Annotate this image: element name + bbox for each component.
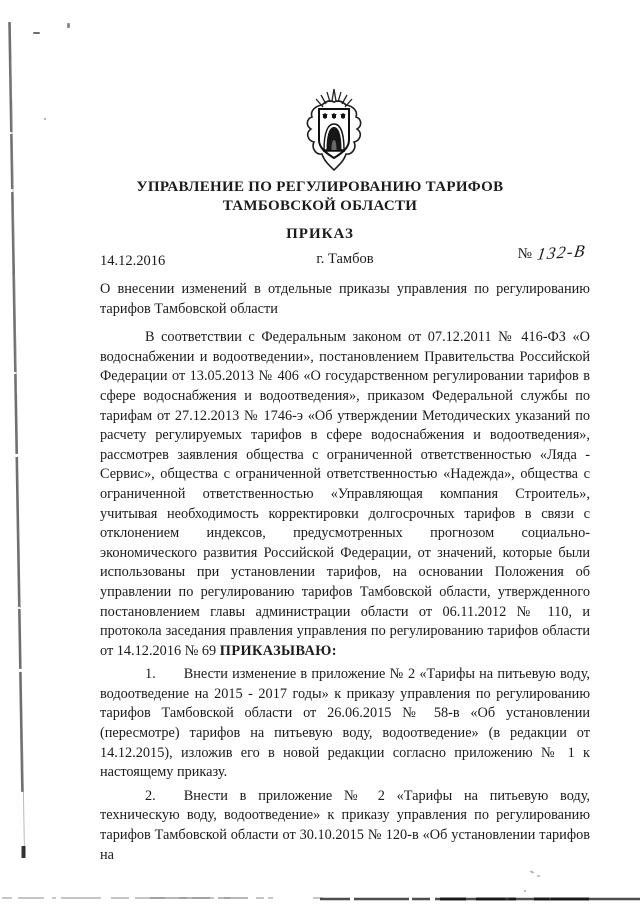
emblem-beehive-icon xyxy=(323,124,345,151)
scan-speck xyxy=(524,890,526,892)
emblem-bees-icon xyxy=(323,114,346,119)
scan-speck xyxy=(33,32,40,34)
org-name-line1: УПРАВЛЕНИЕ ПО РЕГУЛИРОВАНИЮ ТАРИФОВ xyxy=(136,179,504,195)
item-2-text: Внести в приложение № 2 «Тарифы на питьевую воду, техническую воду, водоотведение» к приказу управления по регулированию тарифов Тамбовской области от 30.10.2015 № 120-в «Об установлении тарифов на xyxy=(100,787,590,863)
document-type-title: ПРИКАЗ xyxy=(286,226,354,242)
handwritten-number: 132-В xyxy=(535,241,588,264)
tambov-coat-of-arms-icon xyxy=(302,88,366,174)
number-sign: № xyxy=(517,246,532,262)
preamble-paragraph xyxy=(100,328,590,661)
item-1-text: Внести изменение в приложение № 2 «Тарифы на питьевую воду, водоотведение на 2015 - 2017 годы» к приказу управления по регулированию тарифов Тамбовской области от 26.06.2015 № 58-в «Об установлении (пересмотре) тарифов на питьевую воду, водоотведение» (в редакции от 14.12.2015), изложив его в новой редакции согласно приложению № 1 к настоящему приказу. xyxy=(100,666,590,781)
item-1-number: 1. xyxy=(145,666,156,683)
scan-speck xyxy=(530,870,534,874)
org-name-line2: ТАМБОВСКОЙ ОБЛАСТИ xyxy=(222,197,418,214)
preamble-text: В соответствии с Федеральным законом от 07.12.2011 № 416-ФЗ «О водоснабжении и водоотведении», постановлением Правительства Российской Федерации от 13.05.2013 № 406 «О государственном регулировании тарифов в сфере водоснабжения и водоотведения», приказом Федеральной службы по тарифам от 27.12.2013 № 1746-э «Об утверждении Методических указаний по расчету регулируемых тарифов в сфере водоснабжения и водоотведения», рассмотрев заявления общества с ограниченной ответственностью «Ляда - Сервис», общества с ограниченной ответственностью «Надежда», общества с ограниченной ответственностью «Управляющая компания Строитель», учитывая необходимость корректировки долгосрочных тарифов в связи с отклонением индексов, предусмотренных прогнозом социально-экономического развития Российской Федерации, от значений, которые были использованы при установлении тарифов, на основании Положения об управлении по регулированию тарифов Тамбовской области, утвержденного постановлением главы администрации области от 06.11.2012 № 110, и протокола заседания правления управления по регулированию тарифов области от 14.12.2016 № 69 xyxy=(100,329,590,659)
scan-speck xyxy=(67,23,70,28)
scan-artifact-left-edge-line xyxy=(0,0,32,905)
scan-artifact-bottom-edge-line xyxy=(0,890,640,905)
document-date: 14.12.2016 xyxy=(100,253,166,269)
order-word: ПРИКАЗЫВАЮ: xyxy=(219,642,337,659)
scan-speck xyxy=(44,118,46,120)
document-place: г. Тамбов xyxy=(316,251,374,267)
document-number xyxy=(518,243,586,263)
document-body xyxy=(100,280,590,865)
date-place-number-row xyxy=(100,241,590,273)
scan-speck xyxy=(537,875,540,877)
order-item-1 xyxy=(100,665,590,783)
item-2-number: 2. xyxy=(145,787,156,804)
org-name-block xyxy=(0,178,640,215)
order-item-2 xyxy=(100,787,590,865)
document-subject: О внесении изменений в отдельные приказы управления по регулированию тарифов Тамбовской области xyxy=(100,281,590,317)
